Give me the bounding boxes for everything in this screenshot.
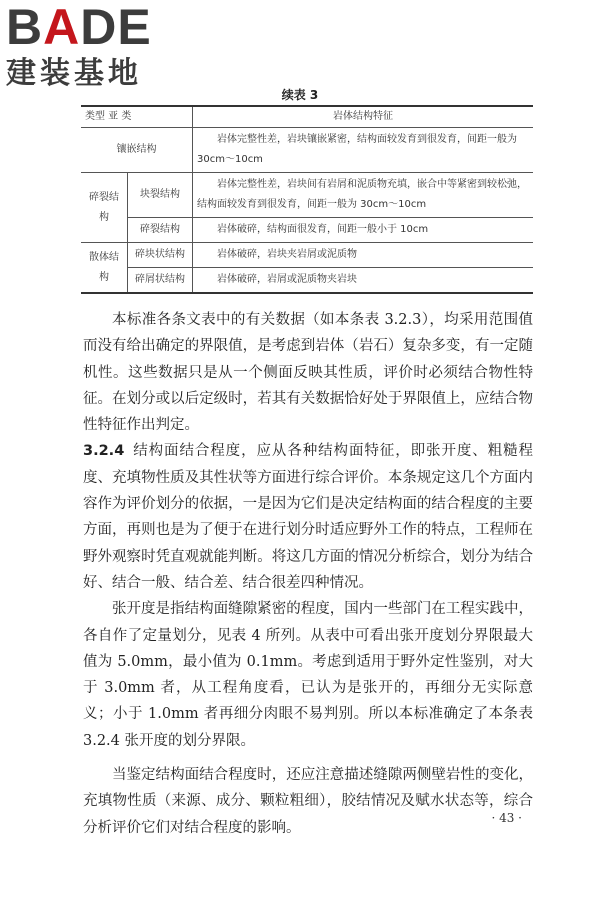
header-type-subtype: 类型 亚 类 xyxy=(81,106,193,128)
logo-wordmark: BADE xyxy=(6,0,152,55)
table-row xyxy=(81,243,533,268)
table-caption: 续表 3 xyxy=(281,88,319,102)
paragraph-aperture: 张开度是指结构面缝隙紧密的程度，国内一些部门在工程实践中，各自作了定量划分，见表 4 所列。从表中可看出张开度划分界限最大值为 5.0mm，最小值为 0.1mm。考虑到适用于野外定性鉴别，对大于 3.0mm 者，从工程角度看，已认为是张开的，再细分无实际意义；小于 1.0mm 者再细分肉眼不易判别。所以本标准确定了本条表 3.2.4 张开度的划分界限。 xyxy=(83,601,533,749)
table-row xyxy=(81,218,533,243)
feature-cell-blocky: 岩体完整性差，岩块间有岩屑和泥质物充填，嵌合中等紧密到较松弛，结构面较发育到很发育，间距一般为 30cm～10cm xyxy=(193,173,534,218)
feature-cell-mosaic: 岩体完整性差，岩块镶嵌紧密，结构面较发育到很发育，间距一般为 30cm～10cm xyxy=(193,128,534,173)
logo-subtitle: 建装基地 xyxy=(6,56,142,91)
paragraph-data-ranges: 本标准各条文表中的有关数据（如本条表 3.2.3），均采用范围值而没有给出确定的界限值，是考虑到岩体（岩石）复杂多变，有一定随机性。这些数据只是从一个侧面反映其性质，评价时必须结合物性特征。在划分或以后定级时，若其有关数据恰好处于界限值上，应结合物性特征作出判定。 xyxy=(83,312,533,434)
type-cell-fractured: 碎裂结构 xyxy=(81,173,128,243)
subtype-cell-debris: 碎屑状结构 xyxy=(128,268,193,294)
table-header-row xyxy=(81,106,533,128)
paragraph-gap xyxy=(83,754,533,762)
feature-cell-rubble: 岩体破碎，岩块夹岩屑或泥质物 xyxy=(193,243,534,268)
section-text: 结构面结合程度，应从各种结构面特征，即张开度、粗糙程度、充填物性质及其性状等方面进行综合评价。本条规定这几个方面内容作为评价划分的依据，一是因为它们是决定结构面的结合程度的主要方面，再则也是为了便于在进行划分时适应野外工作的特点，工程师在野外观察时凭直观就能判断。将这几方面的情况分析综合，划分为结合好、结合一般、结合差、结合很差四种情况。 xyxy=(83,443,533,591)
subtype-cell-blocky: 块裂结构 xyxy=(128,173,193,218)
feature-cell-cataclastic: 岩体破碎，结构面很发育，间距一般小于 10cm xyxy=(193,218,534,243)
header-feature: 岩体结构特征 xyxy=(193,106,534,128)
section-number: 3.2.4 xyxy=(83,443,125,460)
bade-logo xyxy=(6,2,176,94)
table-row xyxy=(81,268,533,294)
page-number: · 43 · xyxy=(491,811,522,825)
subtype-cell-rubble: 碎块状结构 xyxy=(128,243,193,268)
table-row xyxy=(81,173,533,218)
type-cell-mosaic: 镶嵌结构 xyxy=(81,128,193,173)
type-cell-loose: 散体结构 xyxy=(81,243,128,294)
paragraph-assessment: 当鉴定结构面结合程度时，还应注意描述缝隙两侧壁岩性的变化，充填物性质（来源、成分、颗粒粗细），胶结情况及赋水状态等，综合分析评价它们对结合程度的影响。 xyxy=(83,767,533,836)
subtype-cell-cataclastic: 碎裂结构 xyxy=(128,218,193,243)
feature-cell-debris: 岩体破碎，岩屑或泥质物夹岩块 xyxy=(193,268,534,294)
body-text xyxy=(83,307,533,841)
paragraph-section-3-2-4 xyxy=(83,438,533,596)
table-row xyxy=(81,128,533,173)
rock-structure-table xyxy=(81,105,533,294)
